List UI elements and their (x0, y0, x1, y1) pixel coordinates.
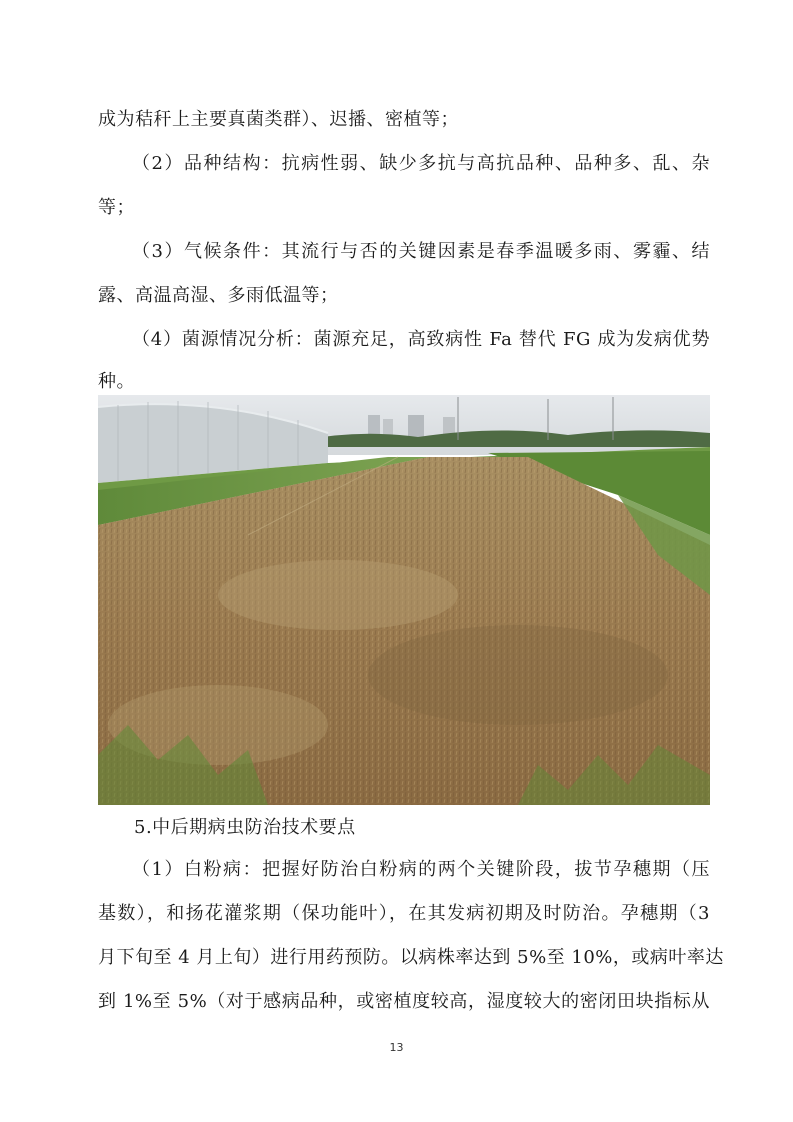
text-line: 基数），和扬花灌浆期（保功能叶），在其发病初期及时防治。孕穗期（3 (98, 903, 710, 924)
text-line: 成为秸秆上主要真菌类群）、迟播、密植等； (98, 109, 459, 130)
text-line: 到 1%至 5%（对于感病品种，或密植度较高，湿度较大的密闭田块指标从 (98, 991, 710, 1012)
text-line: 等； (98, 197, 135, 218)
text-line: （4）菌源情况分析：菌源充足，高致病性 Fa 替代 FG 成为发病优势 (132, 329, 710, 350)
text-line: 种。 (98, 371, 135, 392)
text-line: 月下旬至 4 月上旬）进行用药预防。以病株率达到 5%至 10%，或病叶率达 (98, 947, 724, 968)
section-heading: 5.中后期病虫防治技术要点 (134, 817, 356, 838)
text-line: （3）气候条件：其流行与否的关键因素是春季温暖多雨、雾霾、结 (132, 241, 710, 262)
text-line: 露、高温高湿、多雨低温等； (98, 285, 339, 306)
text-line: （1）白粉病：把握好防治白粉病的两个关键阶段，拔节孕穗期（压 (132, 859, 710, 880)
text-line: （2）品种结构：抗病性弱、缺少多抗与高抗品种、品种多、乱、杂 (132, 153, 710, 174)
page-number: 13 (389, 1041, 404, 1054)
wheat-field-photo (98, 395, 710, 805)
